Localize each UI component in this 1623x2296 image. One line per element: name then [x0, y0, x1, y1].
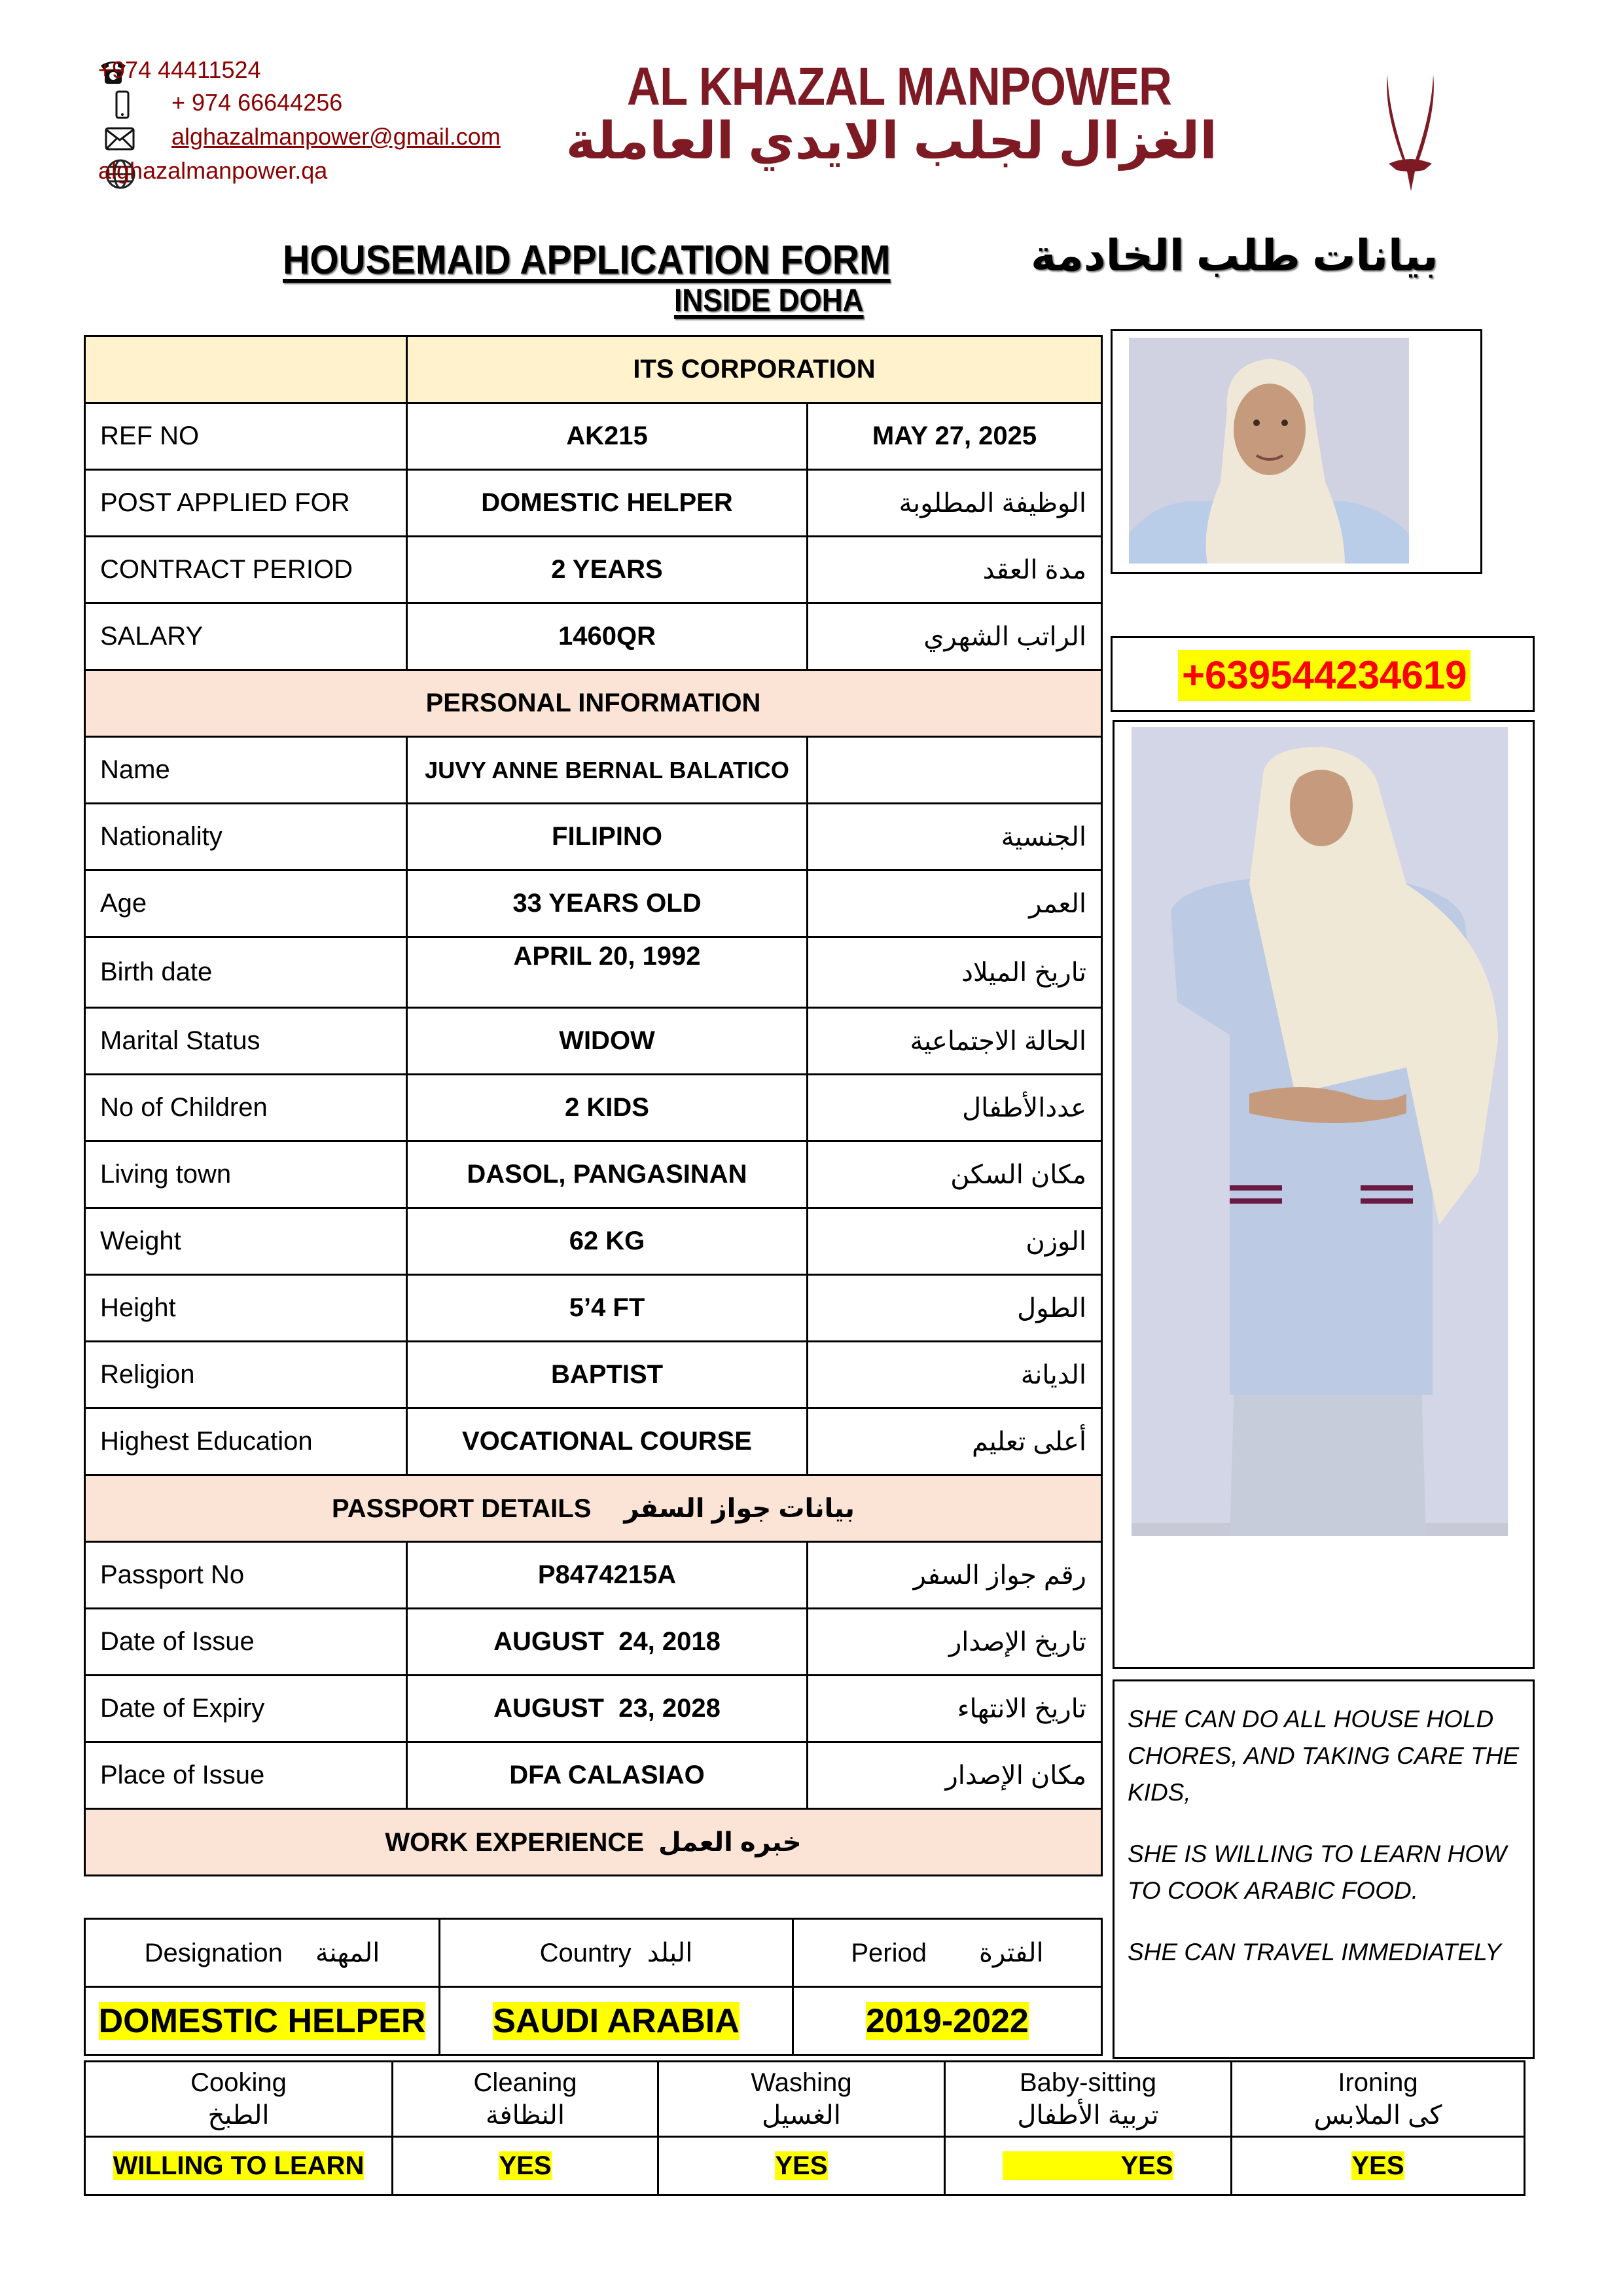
- skill-washing-header: [658, 2062, 945, 2137]
- website-link[interactable]: alghazalmanpower.qa: [98, 157, 328, 184]
- marital-label-arabic: الحالة الاجتماعية: [808, 1008, 1102, 1075]
- ref-value: AK215: [407, 403, 808, 470]
- skill-cleaning-value: YES: [499, 2151, 552, 2180]
- work-period-cell: [793, 1987, 1102, 2055]
- education-label-arabic: أعلى تعليم: [808, 1408, 1102, 1475]
- work-country: SAUDI ARABIA: [493, 2001, 740, 2040]
- candidate-phone-number[interactable]: +639544234619: [1178, 650, 1471, 701]
- table-row: [85, 1208, 1102, 1275]
- table-row: [85, 1676, 1102, 1742]
- skill-cooking-header: [85, 2062, 393, 2137]
- agency-blank-cell: [85, 336, 407, 403]
- post-label-arabic: الوظيفة المطلوبة: [808, 470, 1102, 537]
- education-value: VOCATIONAL COURSE: [407, 1408, 808, 1475]
- period-en: Period: [851, 1938, 927, 1967]
- skill-cooking-value: WILLING TO LEARN: [113, 2151, 365, 2180]
- ref-label: REF NO: [85, 403, 407, 470]
- work-country-cell: [440, 1987, 793, 2055]
- period-column-header: [793, 1919, 1102, 1987]
- form-subtitle: INSIDE DOHA: [674, 283, 864, 318]
- email-link[interactable]: [171, 120, 501, 153]
- height-label-arabic: الطول: [808, 1275, 1102, 1342]
- passport-heading-en: PASSPORT DETAILS: [332, 1494, 592, 1523]
- passport-heading-ar: بيانات جواز السفر: [624, 1494, 855, 1523]
- work-heading-ar: خبره العمل: [658, 1827, 802, 1857]
- work-section-header: [85, 1809, 1102, 1876]
- work-heading-en: WORK EXPERIENCE: [385, 1827, 644, 1857]
- table-row: [85, 1542, 1102, 1609]
- form-title-arabic: بيانات طلب الخادمة: [1031, 231, 1438, 279]
- skill-ironing-value: YES: [1351, 2151, 1404, 2180]
- passport-section-header: [85, 1475, 1102, 1542]
- expiry-date-label: Date of Expiry: [85, 1676, 407, 1742]
- designation-ar: المهنة: [315, 1938, 380, 1967]
- table-row: [85, 1075, 1102, 1141]
- skill-washing-value: YES: [775, 2151, 828, 2180]
- passport-no-value: P8474215A: [407, 1542, 808, 1609]
- personal-section-header: [85, 670, 1102, 737]
- passport-no-label: Passport No: [85, 1542, 407, 1609]
- place-issue-value: DFA CALASIAO: [407, 1742, 808, 1809]
- portrait-photo-frame: [1111, 329, 1482, 574]
- table-row: [85, 870, 1102, 937]
- work-experience-table: [84, 1918, 1103, 2056]
- work-period: 2019-2022: [866, 2001, 1029, 2040]
- age-label: Age: [85, 870, 407, 937]
- salary-label-arabic: الراتب الشهري: [808, 603, 1102, 670]
- contract-value: 2 YEARS: [407, 537, 808, 603]
- children-label: No of Children: [85, 1075, 407, 1141]
- personal-info-heading: PERSONAL INFORMATION: [85, 670, 1102, 737]
- post-value: DOMESTIC HELPER: [407, 470, 808, 537]
- candidate-phone-box: [1111, 636, 1535, 712]
- age-value: 33 YEARS OLD: [407, 870, 808, 937]
- note-item: SHE IS WILLING TO LEARN HOW TO COOK ARABIC FOOD.: [1128, 1840, 1507, 1904]
- post-label: POST APPLIED FOR: [85, 470, 407, 537]
- table-row: [85, 1408, 1102, 1475]
- children-label-arabic: عددالأطفال: [808, 1075, 1102, 1141]
- skill-cooking-ar: الطبخ: [207, 2101, 270, 2130]
- skill-cleaning-ar: النظافة: [486, 2101, 565, 2130]
- skill-washing-ar: الغسيل: [762, 2101, 841, 2130]
- skill-ironing-cell: [1232, 2137, 1525, 2195]
- form-title: HOUSEMAID APPLICATION FORM: [283, 238, 891, 283]
- town-label: Living town: [85, 1141, 407, 1208]
- weight-value: 62 KG: [407, 1208, 808, 1275]
- designation-en: Designation: [144, 1938, 283, 1967]
- brand-name-english: AL KHAZAL MANPOWER: [627, 57, 1172, 117]
- religion-label-arabic: الديانة: [808, 1342, 1102, 1408]
- children-value: 2 KIDS: [407, 1075, 808, 1141]
- table-row: [85, 1275, 1102, 1342]
- place-issue-label: Place of Issue: [85, 1742, 407, 1809]
- full-body-photo-image: [1132, 727, 1508, 1536]
- nationality-label-arabic: الجنسية: [808, 804, 1102, 870]
- portrait-photo: [1129, 338, 1409, 564]
- birthdate-label-arabic: تاريخ الميلاد: [808, 937, 1102, 1008]
- skill-cooking-cell: [85, 2137, 393, 2195]
- agency-name: ITS CORPORATION: [407, 336, 1102, 403]
- application-table: [84, 335, 1103, 1876]
- table-row: [85, 937, 1102, 1008]
- birthdate-label: Birth date: [85, 937, 407, 1008]
- issue-date-value: AUGUST 24, 2018: [407, 1609, 808, 1676]
- passport-no-label-arabic: رقم جواز السفر: [808, 1542, 1102, 1609]
- mobile-number: + 974 66644256: [171, 89, 343, 116]
- passport-heading: [85, 1475, 1102, 1542]
- work-designation: DOMESTIC HELPER: [98, 2001, 426, 2040]
- salary-value: 1460QR: [407, 603, 808, 670]
- work-columns-row: [85, 1919, 1102, 1987]
- salary-label: SALARY: [85, 603, 407, 670]
- ref-date: MAY 27, 2025: [808, 403, 1102, 470]
- skills-header-row: [85, 2062, 1525, 2137]
- table-row: [85, 470, 1102, 537]
- skill-ironing-en: Ironing: [1338, 2068, 1418, 2097]
- town-value: DASOL, PANGASINAN: [407, 1141, 808, 1208]
- table-row: [85, 737, 1102, 804]
- height-value: 5’4 FT: [407, 1275, 808, 1342]
- skill-washing-en: Washing: [751, 2068, 852, 2097]
- brand-name-arabic: الغزال لجلب الايدي العاملة: [565, 112, 1217, 170]
- religion-value: BAPTIST: [407, 1342, 808, 1408]
- skill-ironing-header: [1232, 2062, 1525, 2137]
- table-row: [85, 1141, 1102, 1208]
- skill-washing-cell: [658, 2137, 945, 2195]
- note-item: SHE CAN TRAVEL IMMEDIATELY: [1128, 1939, 1501, 1965]
- issue-date-label-arabic: تاريخ الإصدار: [808, 1609, 1102, 1676]
- skill-cleaning-en: Cleaning: [473, 2068, 577, 2097]
- gazelle-logo-icon: [1374, 73, 1446, 201]
- table-row: [85, 1342, 1102, 1408]
- email-link-text[interactable]: alghazalmanpower@gmail.com: [171, 123, 501, 150]
- skill-ironing-ar: كى الملابس: [1313, 2101, 1442, 2130]
- candidate-notes-box: [1113, 1679, 1535, 2059]
- place-issue-label-arabic: مكان الإصدار: [808, 1742, 1102, 1809]
- table-row: [85, 1742, 1102, 1809]
- expiry-date-label-arabic: تاريخ الانتهاء: [808, 1676, 1102, 1742]
- agency-row: [85, 336, 1102, 403]
- note-item: SHE CAN DO ALL HOUSE HOLD CHORES, AND TAKING CARE THE KIDS,: [1128, 1706, 1520, 1806]
- table-row: [85, 537, 1102, 603]
- name-label: Name: [85, 737, 407, 804]
- expiry-date-value: AUGUST 23, 2028: [407, 1676, 808, 1742]
- skill-babysitting-ar: تربية الأطفال: [1017, 2101, 1159, 2130]
- birthdate-value: APRIL 20, 1992: [407, 937, 808, 1008]
- table-row: [85, 1609, 1102, 1676]
- mobile-phone-icon: [115, 90, 130, 128]
- contract-label-arabic: مدة العقد: [808, 537, 1102, 603]
- country-column-header: [440, 1919, 793, 1987]
- designation-column-header: [85, 1919, 440, 1987]
- work-designation-cell: [85, 1987, 440, 2055]
- weight-label: Weight: [85, 1208, 407, 1275]
- full-body-photo-frame: [1113, 720, 1535, 1669]
- ref-row: [85, 403, 1102, 470]
- marital-label: Marital Status: [85, 1008, 407, 1075]
- nationality-label: Nationality: [85, 804, 407, 870]
- skill-cleaning-cell: [393, 2137, 658, 2195]
- skill-babysitting-en: Baby-sitting: [1020, 2068, 1156, 2097]
- landline-number: +974 44411524: [98, 56, 261, 83]
- table-row: [85, 804, 1102, 870]
- skill-babysitting-cell: [945, 2137, 1232, 2195]
- skills-value-row: [85, 2137, 1525, 2195]
- table-row: [85, 1008, 1102, 1075]
- name-value: JUVY ANNE BERNAL BALATICO: [407, 737, 808, 804]
- country-ar: البلد: [647, 1938, 693, 1967]
- name-label-arabic: [808, 737, 1102, 804]
- age-label-arabic: العمر: [808, 870, 1102, 937]
- town-label-arabic: مكان السكن: [808, 1141, 1102, 1208]
- skill-cleaning-header: [393, 2062, 658, 2137]
- table-row: [85, 603, 1102, 670]
- education-label: Highest Education: [85, 1408, 407, 1475]
- height-label: Height: [85, 1275, 407, 1342]
- skills-table: [84, 2060, 1525, 2196]
- issue-date-label: Date of Issue: [85, 1609, 407, 1676]
- religion-label: Religion: [85, 1342, 407, 1408]
- period-ar: الفترة: [978, 1938, 1044, 1967]
- marital-value: WIDOW: [407, 1008, 808, 1075]
- contract-label: CONTRACT PERIOD: [85, 537, 407, 603]
- weight-label-arabic: الوزن: [808, 1208, 1102, 1275]
- nationality-value: FILIPINO: [407, 804, 808, 870]
- work-experience-heading: [85, 1809, 1102, 1876]
- skill-babysitting-header: [945, 2062, 1232, 2137]
- skill-cooking-en: Cooking: [190, 2068, 287, 2097]
- country-en: Country: [539, 1938, 632, 1967]
- work-experience-row: [85, 1987, 1102, 2055]
- skill-babysitting-value: YES: [1003, 2151, 1173, 2180]
